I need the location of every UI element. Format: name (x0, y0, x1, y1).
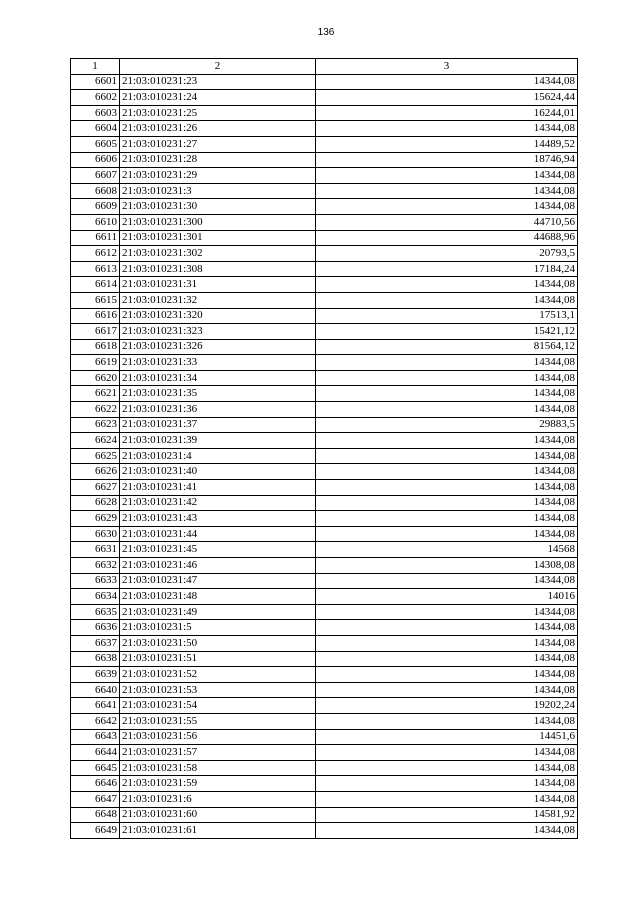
table-row (71, 152, 578, 168)
cadastral-number-cell: 21:03:010231:323 (120, 324, 316, 340)
value-cell: 14344,08 (316, 402, 578, 418)
cadastral-number-cell: 21:03:010231:25 (120, 105, 316, 121)
cadastral-number-cell: 21:03:010231:40 (120, 464, 316, 480)
table-row (71, 433, 578, 449)
table-row (71, 261, 578, 277)
cadastral-number-cell: 21:03:010231:45 (120, 542, 316, 558)
column-header-3: 3 (316, 59, 578, 75)
table-body (71, 74, 578, 838)
value-cell: 14344,08 (316, 667, 578, 683)
page-number: 136 (317, 27, 335, 38)
row-number-cell: 6641 (71, 698, 120, 714)
cadastral-number-cell: 21:03:010231:36 (120, 402, 316, 418)
row-number-cell: 6606 (71, 152, 120, 168)
table-row (71, 199, 578, 215)
cadastral-number-cell: 21:03:010231:39 (120, 433, 316, 449)
row-number-cell: 6610 (71, 214, 120, 230)
row-number-cell: 6632 (71, 558, 120, 574)
cadastral-number-cell: 21:03:010231:52 (120, 667, 316, 683)
value-cell: 14568 (316, 542, 578, 558)
value-cell: 14344,08 (316, 511, 578, 527)
value-cell: 16244,01 (316, 105, 578, 121)
cadastral-number-cell: 21:03:010231:300 (120, 214, 316, 230)
table-row (71, 589, 578, 605)
value-cell: 44688,96 (316, 230, 578, 246)
cadastral-number-cell: 21:03:010231:56 (120, 729, 316, 745)
table-row (71, 604, 578, 620)
row-number-cell: 6628 (71, 495, 120, 511)
table-row (71, 292, 578, 308)
table-row (71, 90, 578, 106)
row-number-cell: 6633 (71, 573, 120, 589)
row-number-cell: 6648 (71, 807, 120, 823)
row-number-cell: 6647 (71, 791, 120, 807)
table-row (71, 308, 578, 324)
row-number-cell: 6646 (71, 776, 120, 792)
value-cell: 20793,5 (316, 246, 578, 262)
cadastral-number-cell: 21:03:010231:46 (120, 558, 316, 574)
value-cell: 14344,08 (316, 183, 578, 199)
table-row (71, 448, 578, 464)
row-number-cell: 6614 (71, 277, 120, 293)
table-row (71, 246, 578, 262)
value-cell: 15624,44 (316, 90, 578, 106)
row-number-cell: 6638 (71, 651, 120, 667)
table-row (71, 823, 578, 839)
table-row (71, 230, 578, 246)
cadastral-number-cell: 21:03:010231:48 (120, 589, 316, 605)
table-row (71, 386, 578, 402)
row-number-cell: 6604 (71, 121, 120, 137)
value-cell: 14344,08 (316, 433, 578, 449)
table-row (71, 620, 578, 636)
value-cell: 14344,08 (316, 386, 578, 402)
table-row (71, 729, 578, 745)
row-number-cell: 6602 (71, 90, 120, 106)
value-cell: 14344,08 (316, 199, 578, 215)
value-cell: 14344,08 (316, 526, 578, 542)
cadastral-number-cell: 21:03:010231:4 (120, 448, 316, 464)
cadastral-number-cell: 21:03:010231:57 (120, 745, 316, 761)
row-number-cell: 6607 (71, 168, 120, 184)
row-number-cell: 6626 (71, 464, 120, 480)
table-row (71, 698, 578, 714)
table-row (71, 136, 578, 152)
value-cell: 14344,08 (316, 355, 578, 371)
table-row (71, 105, 578, 121)
cadastral-number-cell: 21:03:010231:33 (120, 355, 316, 371)
row-number-cell: 6616 (71, 308, 120, 324)
value-cell: 14344,08 (316, 635, 578, 651)
table-row (71, 168, 578, 184)
cadastral-number-cell: 21:03:010231:37 (120, 417, 316, 433)
row-number-cell: 6609 (71, 199, 120, 215)
row-number-cell: 6635 (71, 604, 120, 620)
value-cell: 14344,08 (316, 370, 578, 386)
table-row (71, 402, 578, 418)
row-number-cell: 6619 (71, 355, 120, 371)
row-number-cell: 6623 (71, 417, 120, 433)
data-table (70, 58, 578, 839)
value-cell: 14344,08 (316, 651, 578, 667)
cadastral-number-cell: 21:03:010231:55 (120, 713, 316, 729)
row-number-cell: 6625 (71, 448, 120, 464)
cadastral-number-cell: 21:03:010231:26 (120, 121, 316, 137)
value-cell: 15421,12 (316, 324, 578, 340)
table-row (71, 511, 578, 527)
cadastral-number-cell: 21:03:010231:32 (120, 292, 316, 308)
cadastral-number-cell: 21:03:010231:31 (120, 277, 316, 293)
row-number-cell: 6621 (71, 386, 120, 402)
column-header-1: 1 (71, 59, 120, 75)
cadastral-number-cell: 21:03:010231:23 (120, 74, 316, 90)
cadastral-number-cell: 21:03:010231:302 (120, 246, 316, 262)
value-cell: 14344,08 (316, 74, 578, 90)
row-number-cell: 6608 (71, 183, 120, 199)
value-cell: 29883,5 (316, 417, 578, 433)
value-cell: 17513,1 (316, 308, 578, 324)
value-cell: 14344,08 (316, 277, 578, 293)
table-row (71, 573, 578, 589)
row-number-cell: 6642 (71, 713, 120, 729)
value-cell: 44710,56 (316, 214, 578, 230)
cadastral-number-cell: 21:03:010231:27 (120, 136, 316, 152)
cadastral-number-cell: 21:03:010231:5 (120, 620, 316, 636)
table-row (71, 214, 578, 230)
row-number-cell: 6630 (71, 526, 120, 542)
value-cell: 14344,08 (316, 121, 578, 137)
cadastral-number-cell: 21:03:010231:51 (120, 651, 316, 667)
row-number-cell: 6629 (71, 511, 120, 527)
row-number-cell: 6611 (71, 230, 120, 246)
value-cell: 14344,08 (316, 823, 578, 839)
row-number-cell: 6645 (71, 760, 120, 776)
table-row (71, 183, 578, 199)
row-number-cell: 6637 (71, 635, 120, 651)
cadastral-number-cell: 21:03:010231:60 (120, 807, 316, 823)
value-cell: 14344,08 (316, 448, 578, 464)
row-number-cell: 6617 (71, 324, 120, 340)
cadastral-number-cell: 21:03:010231:34 (120, 370, 316, 386)
row-number-cell: 6603 (71, 105, 120, 121)
table-row (71, 745, 578, 761)
value-cell: 14344,08 (316, 760, 578, 776)
table-row (71, 277, 578, 293)
table-row (71, 417, 578, 433)
row-number-cell: 6620 (71, 370, 120, 386)
header-row (71, 59, 578, 75)
table-row (71, 791, 578, 807)
table-row (71, 651, 578, 667)
value-cell: 19202,24 (316, 698, 578, 714)
table-row (71, 339, 578, 355)
table-row (71, 526, 578, 542)
table-row (71, 74, 578, 90)
row-number-cell: 6624 (71, 433, 120, 449)
value-cell: 14451,6 (316, 729, 578, 745)
table-row (71, 495, 578, 511)
row-number-cell: 6636 (71, 620, 120, 636)
row-number-cell: 6644 (71, 745, 120, 761)
row-number-cell: 6622 (71, 402, 120, 418)
cadastral-number-cell: 21:03:010231:41 (120, 480, 316, 496)
row-number-cell: 6618 (71, 339, 120, 355)
value-cell: 14489,52 (316, 136, 578, 152)
value-cell: 14344,08 (316, 168, 578, 184)
table-row (71, 121, 578, 137)
value-cell: 14581,92 (316, 807, 578, 823)
table-row (71, 480, 578, 496)
cadastral-number-cell: 21:03:010231:301 (120, 230, 316, 246)
row-number-cell: 6631 (71, 542, 120, 558)
table-row (71, 713, 578, 729)
row-number-cell: 6615 (71, 292, 120, 308)
table-row (71, 807, 578, 823)
cadastral-number-cell: 21:03:010231:50 (120, 635, 316, 651)
value-cell: 14344,08 (316, 573, 578, 589)
row-number-cell: 6643 (71, 729, 120, 745)
cadastral-number-cell: 21:03:010231:59 (120, 776, 316, 792)
value-cell: 14016 (316, 589, 578, 605)
row-number-cell: 6639 (71, 667, 120, 683)
table-row (71, 464, 578, 480)
value-cell: 14344,08 (316, 745, 578, 761)
table-row (71, 760, 578, 776)
value-cell: 14344,08 (316, 292, 578, 308)
row-number-cell: 6613 (71, 261, 120, 277)
row-number-cell: 6612 (71, 246, 120, 262)
cadastral-number-cell: 21:03:010231:24 (120, 90, 316, 106)
value-cell: 14344,08 (316, 713, 578, 729)
cadastral-number-cell: 21:03:010231:54 (120, 698, 316, 714)
value-cell: 14344,08 (316, 495, 578, 511)
table-row (71, 635, 578, 651)
cadastral-number-cell: 21:03:010231:53 (120, 682, 316, 698)
value-cell: 14344,08 (316, 776, 578, 792)
table-row (71, 667, 578, 683)
cadastral-number-cell: 21:03:010231:3 (120, 183, 316, 199)
row-number-cell: 6634 (71, 589, 120, 605)
table-header (71, 59, 578, 75)
cadastral-number-cell: 21:03:010231:28 (120, 152, 316, 168)
value-cell: 14344,08 (316, 480, 578, 496)
cadastral-number-cell: 21:03:010231:42 (120, 495, 316, 511)
value-cell: 14344,08 (316, 620, 578, 636)
value-cell: 14344,08 (316, 464, 578, 480)
row-number-cell: 6640 (71, 682, 120, 698)
cadastral-number-cell: 21:03:010231:49 (120, 604, 316, 620)
cadastral-number-cell: 21:03:010231:30 (120, 199, 316, 215)
value-cell: 17184,24 (316, 261, 578, 277)
cadastral-number-cell: 21:03:010231:29 (120, 168, 316, 184)
row-number-cell: 6605 (71, 136, 120, 152)
cadastral-number-cell: 21:03:010231:44 (120, 526, 316, 542)
table-row (71, 682, 578, 698)
row-number-cell: 6601 (71, 74, 120, 90)
cadastral-number-cell: 21:03:010231:326 (120, 339, 316, 355)
table-row (71, 558, 578, 574)
cadastral-number-cell: 21:03:010231:47 (120, 573, 316, 589)
cadastral-number-cell: 21:03:010231:6 (120, 791, 316, 807)
cadastral-number-cell: 21:03:010231:35 (120, 386, 316, 402)
value-cell: 14344,08 (316, 604, 578, 620)
table-row (71, 324, 578, 340)
cadastral-number-cell: 21:03:010231:61 (120, 823, 316, 839)
cadastral-number-cell: 21:03:010231:308 (120, 261, 316, 277)
cadastral-number-cell: 21:03:010231:43 (120, 511, 316, 527)
cadastral-number-cell: 21:03:010231:58 (120, 760, 316, 776)
table-row (71, 542, 578, 558)
value-cell: 14308,08 (316, 558, 578, 574)
column-header-2: 2 (120, 59, 316, 75)
row-number-cell: 6627 (71, 480, 120, 496)
table-row (71, 776, 578, 792)
cadastral-number-cell: 21:03:010231:320 (120, 308, 316, 324)
value-cell: 14344,08 (316, 682, 578, 698)
value-cell: 18746,94 (316, 152, 578, 168)
table-row (71, 355, 578, 371)
value-cell: 14344,08 (316, 791, 578, 807)
value-cell: 81564,12 (316, 339, 578, 355)
row-number-cell: 6649 (71, 823, 120, 839)
table-row (71, 370, 578, 386)
